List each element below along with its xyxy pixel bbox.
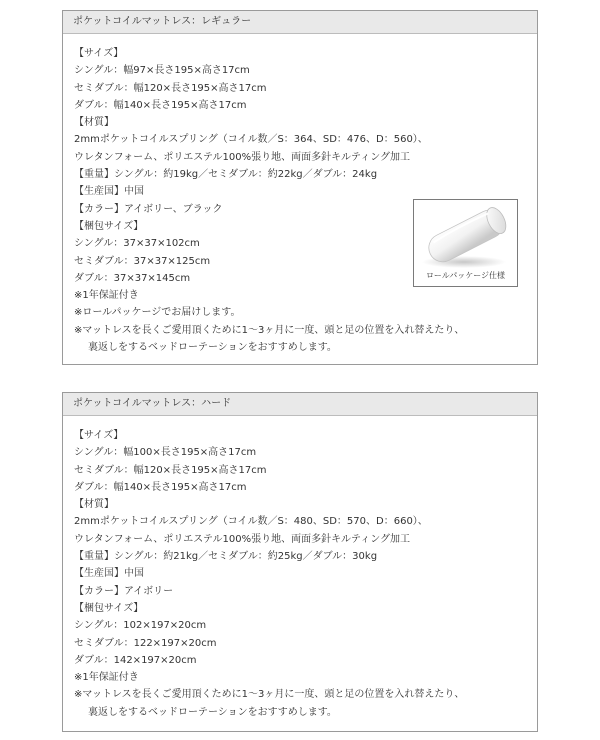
spec-line: シングル：102×197×20cm [74, 620, 207, 632]
spec-line: ※1年保証付き [74, 672, 139, 684]
spec-line: ウレタンフォーム、ポリエステル100%張り地、両面多針キルティング加工 [74, 151, 410, 163]
spec-line: 【生産国】中国 [74, 186, 144, 198]
spec-line: 【材質】 [74, 117, 114, 129]
spec-line: ※マットレスを長くご愛用頂くために1～3ヶ月に一度、頭と足の位置を入れ替えたり、 [74, 324, 465, 336]
spec-line: シングル：幅100×長さ195×高さ17cm [74, 447, 257, 459]
spec-header-regular: ポケットコイルマットレス：レギュラー [63, 11, 537, 34]
spec-line: セミダブル：幅120×長さ195×高さ17cm [74, 464, 267, 476]
roll-package-figure [413, 199, 518, 287]
spec-line: 2mmポケットコイルスプリング（コイル数／S：364、SD：476、D：560）、 [74, 134, 428, 146]
spec-line: シングル：37×37×102cm [74, 238, 200, 250]
spec-line: 【カラー】アイボリー、ブラック [74, 203, 223, 215]
roll-package-caption: ロールパッケージ仕様 [425, 271, 506, 280]
spec-line: ウレタンフォーム、ポリエステル100%張り地、両面多針キルティング加工 [74, 533, 410, 545]
spec-line: 2mmポケットコイルスプリング（コイル数／S：480、SD：570、D：660）、 [74, 516, 428, 528]
spec-line: 【サイズ】 [74, 430, 124, 441]
spec-line: 【梱包サイズ】 [74, 602, 144, 614]
spec-line: シングル：幅97×長さ195×高さ17cm [74, 65, 250, 77]
spec-line: 【カラー】アイボリー [74, 585, 174, 597]
spec-body-regular [63, 34, 537, 356]
spec-line: ※1年保証付き [74, 290, 139, 302]
spec-line: セミダブル：122×197×20cm [74, 637, 217, 649]
spec-line: 【重量】シングル：約19kg／セミダブル：約22kg／ダブル：24kg [74, 169, 378, 181]
spec-line: ダブル：幅140×長さ195×高さ17cm [74, 99, 247, 111]
spec-header-hard: ポケットコイルマットレス：ハード [63, 393, 537, 416]
spec-line: 【材質】 [74, 499, 114, 511]
spec-box-hard [62, 392, 538, 732]
spec-line: ダブル：37×37×145cm [74, 272, 191, 284]
spec-box-regular [62, 10, 538, 365]
spec-line: ※マットレスを長くご愛用頂くために1～3ヶ月に一度、頭と足の位置を入れ替えたり、 [74, 689, 465, 701]
spec-body-hard [63, 416, 537, 721]
spec-line: 【重量】シングル：約21kg／セミダブル：約25kg／ダブル：30kg [74, 551, 378, 563]
spec-line: セミダブル：37×37×125cm [74, 255, 211, 267]
spec-line: セミダブル：幅120×長さ195×高さ17cm [74, 82, 267, 94]
spec-line: ※ロールパッケージでお届けします。 [74, 307, 241, 319]
spec-line: 【生産国】中国 [74, 568, 144, 580]
spec-line: 裏返しをするベッドローテーションをおすすめします。 [88, 342, 337, 354]
spec-line: ダブル：142×197×20cm [74, 654, 197, 666]
spec-line: ダブル：幅140×長さ195×高さ17cm [74, 481, 247, 493]
spec-line: 【梱包サイズ】 [74, 220, 144, 232]
spec-line: 【サイズ】 [74, 48, 124, 59]
spec-line: 裏返しをするベッドローテーションをおすすめします。 [88, 706, 337, 718]
